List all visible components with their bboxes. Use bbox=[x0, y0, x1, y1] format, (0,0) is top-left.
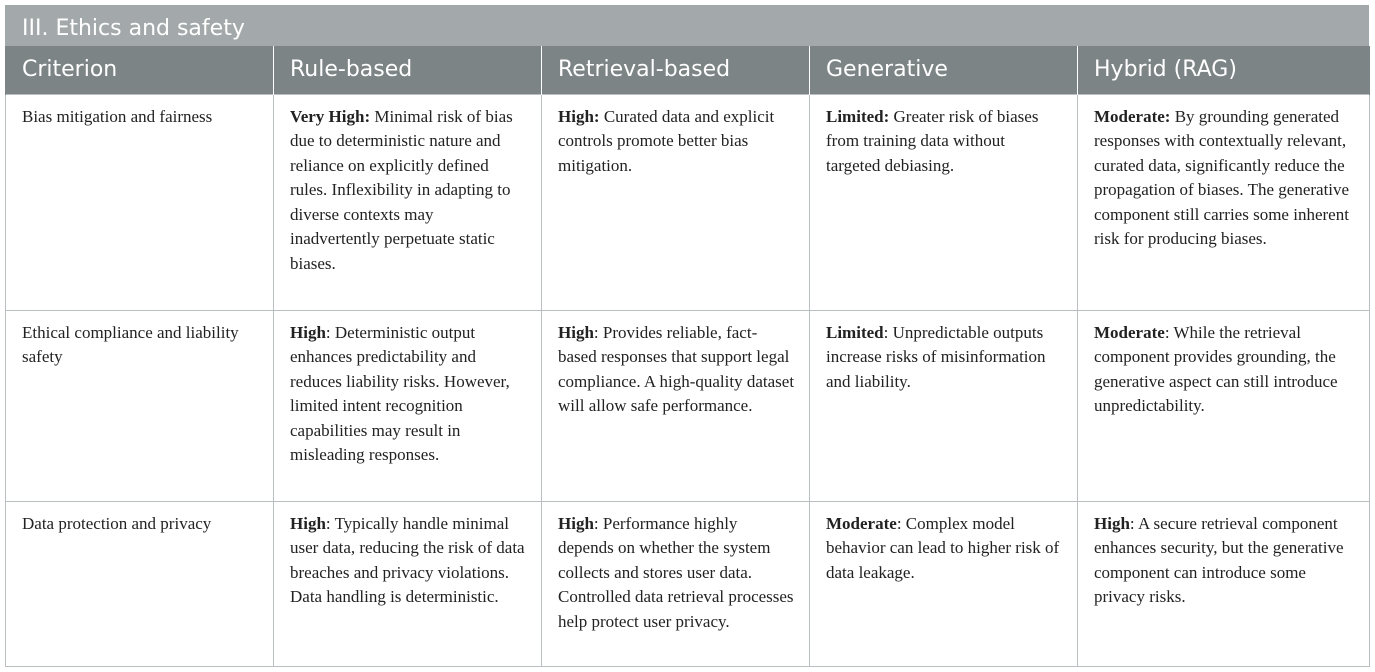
header-hybrid-rag: Hybrid (RAG) bbox=[1078, 46, 1370, 94]
cell-text: : A secure retrieval component enhances security, but the generative component can introduce some privacy risks. bbox=[1094, 513, 1344, 607]
criterion-cell: Bias mitigation and fairness bbox=[6, 94, 274, 310]
table-row bbox=[6, 310, 1370, 501]
cell-text: Minimal risk of bias due to deterministic nature and reliance on explicitly defined rules. Inflexibility in adapting to diverse contexts may inadvertently perpetuate static biases. bbox=[290, 106, 513, 274]
retrieval-based-cell bbox=[542, 94, 810, 310]
rating-label: High bbox=[290, 322, 326, 342]
hybrid-rag-cell bbox=[1078, 94, 1370, 310]
generative-cell bbox=[810, 94, 1078, 310]
rating-label: Moderate bbox=[1094, 322, 1165, 342]
rating-label: High bbox=[558, 513, 594, 533]
cell-text: : Deterministic output enhances predictability and reduces liability risks. However, limited intent recognition capabilities may result in misleading responses. bbox=[290, 322, 510, 465]
cell-text: : Unpredictable outputs increase risks of misinformation and liability. bbox=[826, 322, 1046, 391]
table-row bbox=[6, 501, 1370, 666]
header-row bbox=[6, 46, 1370, 94]
rating-label: Moderate: bbox=[1094, 106, 1171, 126]
cell-text: : Provides reliable, fact-based responses that support legal compliance. A high-quality dataset will allow safe performance. bbox=[558, 322, 795, 416]
table-row bbox=[6, 94, 1370, 310]
cell-text: Curated data and explicit controls promote better bias mitigation. bbox=[558, 106, 775, 175]
cell-text: : While the retrieval component provides grounding, the generative aspect can still introduce unpredictability. bbox=[1094, 322, 1338, 416]
rating-label: Limited: bbox=[826, 106, 890, 126]
retrieval-based-cell bbox=[542, 310, 810, 501]
generative-cell bbox=[810, 501, 1078, 666]
rating-label: Limited bbox=[826, 322, 884, 342]
generative-cell bbox=[810, 310, 1078, 501]
rule-based-cell bbox=[274, 94, 542, 310]
header-rule-based: Rule-based bbox=[274, 46, 542, 94]
rating-label: High bbox=[558, 322, 594, 342]
rating-label: High bbox=[290, 513, 326, 533]
header-generative: Generative bbox=[810, 46, 1078, 94]
rule-based-cell bbox=[274, 501, 542, 666]
rating-label: Moderate bbox=[826, 513, 897, 533]
rating-label: High: bbox=[558, 106, 600, 126]
cell-text: Greater risk of biases from training data without targeted debiasing. bbox=[826, 106, 1039, 175]
cell-text: : Complex model behavior can lead to higher risk of data leakage. bbox=[826, 513, 1060, 582]
cell-text: : Performance highly depends on whether the system collects and stores user data. Controlled data retrieval processes help protect user privacy. bbox=[558, 513, 794, 631]
rating-label: Very High: bbox=[290, 106, 371, 126]
criterion-cell: Data protection and privacy bbox=[6, 501, 274, 666]
cell-text: : Typically handle minimal user data, reducing the risk of data breaches and privacy violations. Data handling is deterministic. bbox=[290, 513, 525, 607]
header-retrieval-based: Retrieval-based bbox=[542, 46, 810, 94]
ethics-safety-table-container bbox=[5, 5, 1369, 667]
comparison-table bbox=[5, 46, 1370, 667]
section-title: III. Ethics and safety bbox=[5, 5, 1369, 46]
hybrid-rag-cell bbox=[1078, 501, 1370, 666]
header-criterion: Criterion bbox=[6, 46, 274, 94]
cell-text: By grounding generated responses with contextually relevant, curated data, significantly reduce the propagation of biases. The generative component still carries some inherent risk for producing biases. bbox=[1094, 106, 1350, 249]
criterion-cell: Ethical compliance and liability safety bbox=[6, 310, 274, 501]
retrieval-based-cell bbox=[542, 501, 810, 666]
rating-label: High bbox=[1094, 513, 1130, 533]
rule-based-cell bbox=[274, 310, 542, 501]
hybrid-rag-cell bbox=[1078, 310, 1370, 501]
